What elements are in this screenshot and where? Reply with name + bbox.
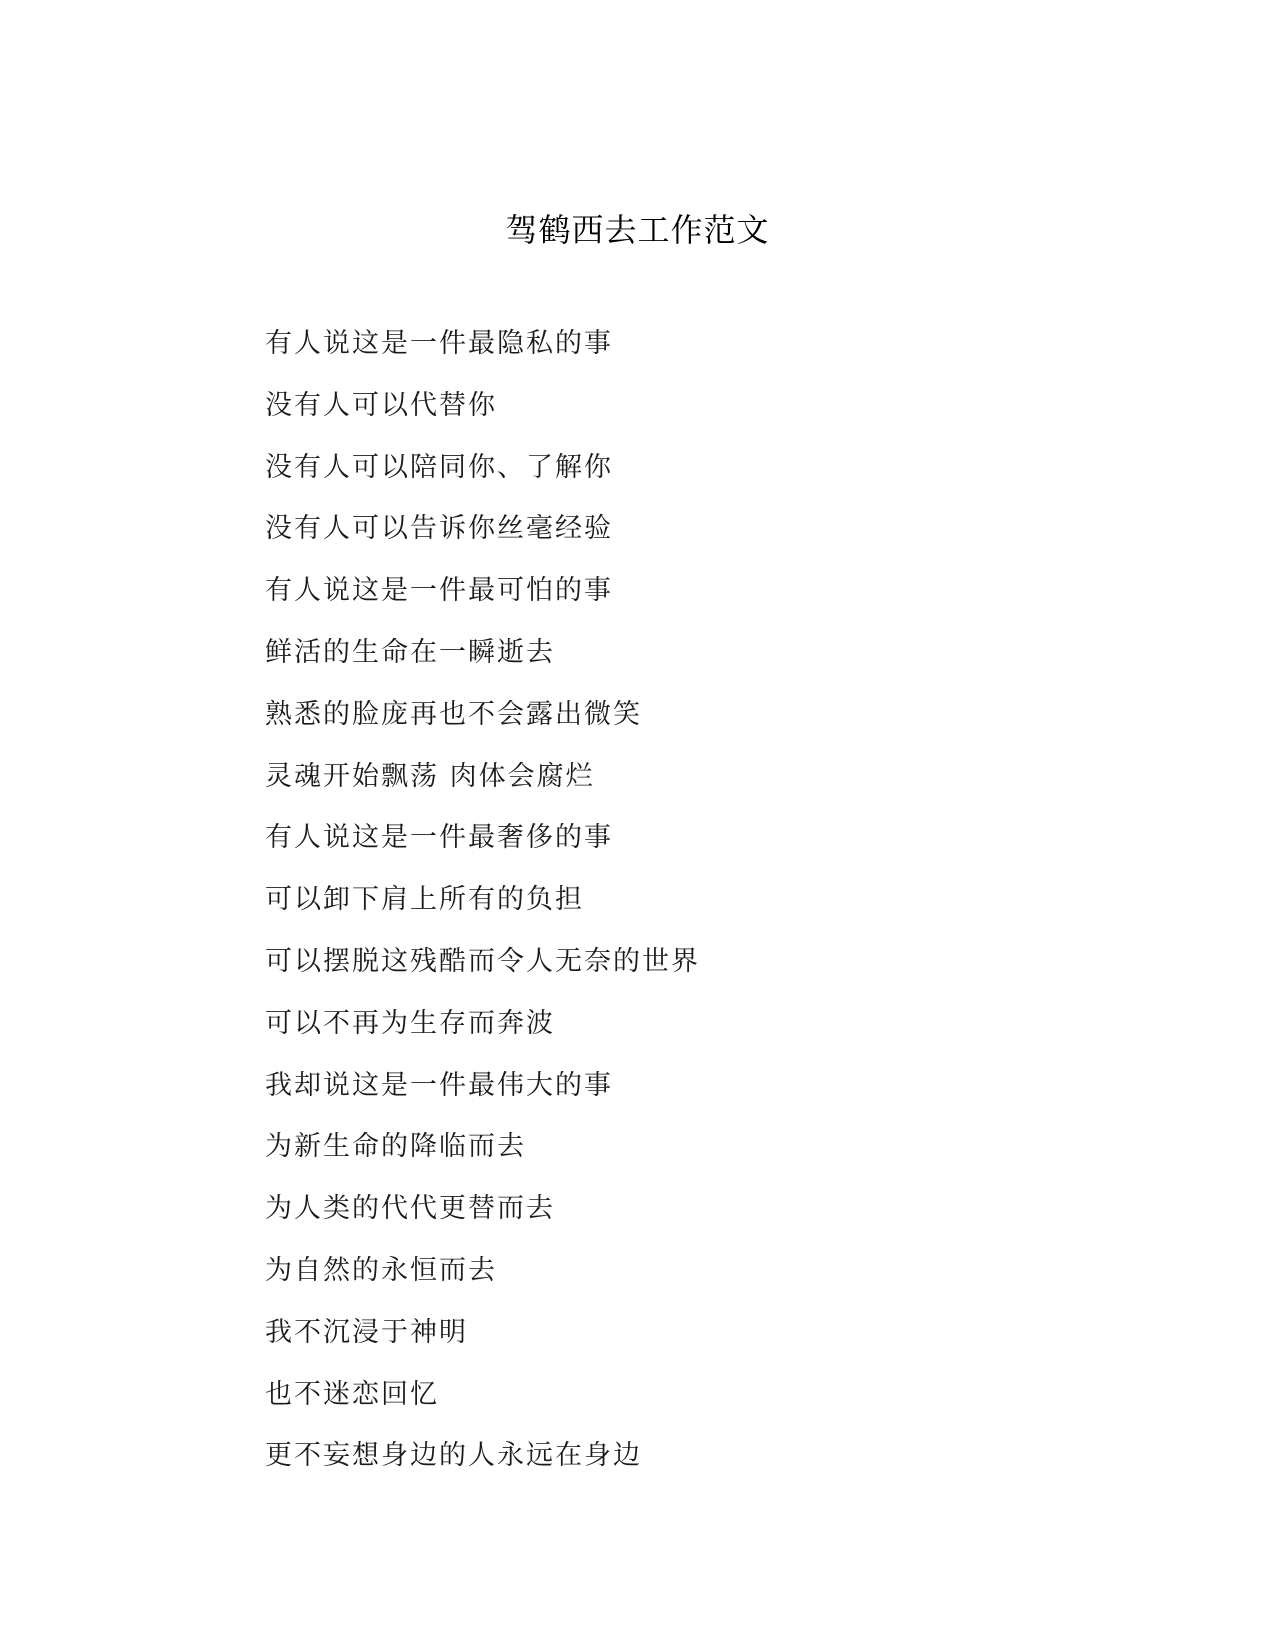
poem-line: 可以卸下肩上所有的负担	[265, 884, 584, 916]
poem-line: 可以摆脱这残酷而令人无奈的世界	[265, 945, 700, 977]
poem-line: 没有人可以告诉你丝毫经验	[265, 513, 613, 545]
poem-line: 更不妄想身边的人永远在身边	[265, 1440, 642, 1472]
poem-line: 有人说这是一件最隐私的事	[265, 328, 613, 359]
poem-line: 没有人可以陪同你、了解你	[265, 451, 613, 483]
poem-line: 为自然的永恒而去	[265, 1254, 497, 1286]
poem-line: 有人说这是一件最可怕的事	[265, 575, 613, 607]
poem-line: 为新生命的降临而去	[265, 1131, 526, 1163]
poem-line: 可以不再为生存而奔波	[265, 1007, 555, 1039]
poem-line: 有人说这是一件最奢侈的事	[265, 822, 613, 854]
poem-line: 没有人可以代替你	[265, 389, 497, 421]
poem-line: 我不沉浸于神明	[265, 1316, 468, 1348]
poem-line: 鲜活的生命在一瞬逝去	[265, 636, 555, 668]
poem-line: 灵魂开始飘荡 肉体会腐烂	[265, 760, 595, 792]
poem-line: 也不迷恋回忆	[265, 1378, 439, 1410]
poem-line: 熟悉的脸庞再也不会露出微笑	[265, 698, 642, 730]
poem-body	[265, 329, 700, 1503]
poem-line: 为人类的代代更替而去	[265, 1193, 555, 1225]
page-title: 驾鹤西去工作范文	[505, 211, 770, 249]
poem-line: 我却说这是一件最伟大的事	[265, 1069, 613, 1101]
